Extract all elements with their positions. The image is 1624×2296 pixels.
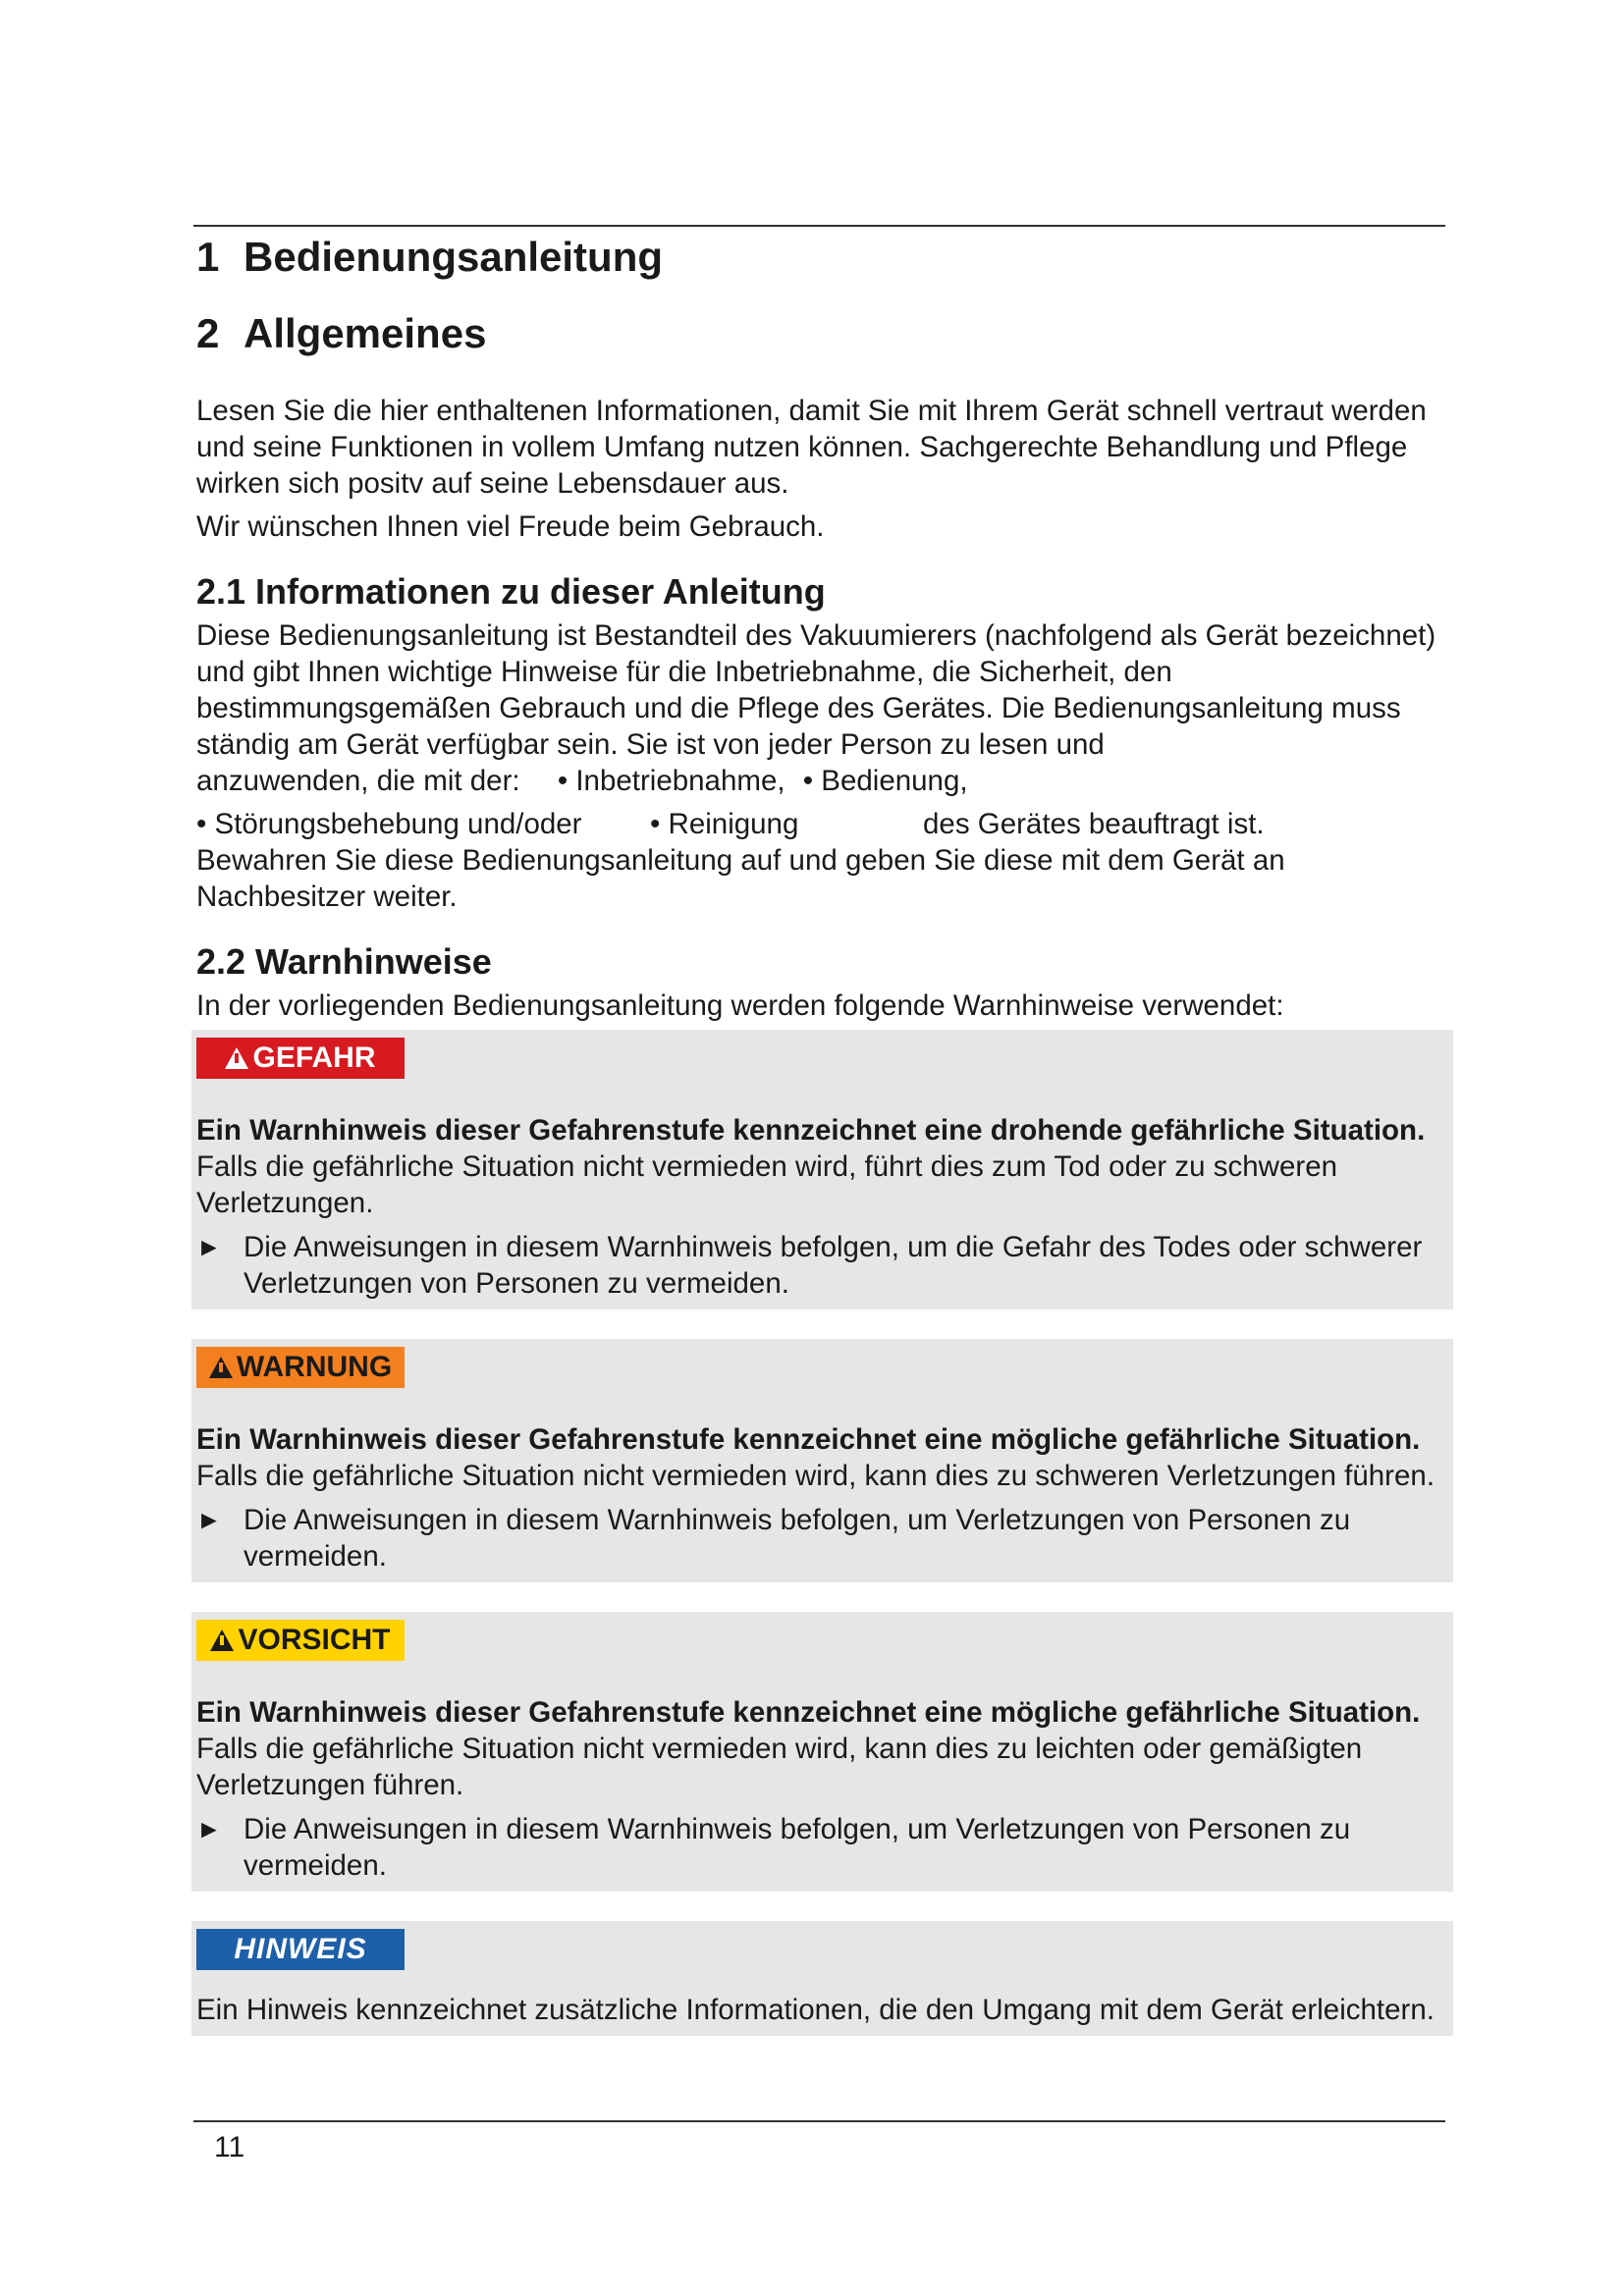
note-description: Ein Hinweis kennzeichnet zusätzliche Informationen, die den Umgang mit dem Gerät erleichtern. — [196, 1994, 1435, 2026]
note-badge: HINWEIS — [196, 1929, 405, 1970]
bullet-reinigung: • Reinigung — [650, 808, 799, 840]
caution-action: ► Die Anweisungen in diesem Warnhinweis befolgen, um Verletzungen von Personen zu vermeiden. — [196, 1813, 1351, 1882]
note-box — [191, 1921, 1453, 2036]
warning-badge: WARNUNG — [196, 1347, 405, 1388]
warning-box-warning — [191, 1339, 1453, 1582]
info-keep-paragraph: Bewahren Sie diese Bedienungsanleitung auf und geben Sie diese mit dem Gerät an Nachbesitzer weiter. — [196, 844, 1285, 913]
warnings-intro: In der vorliegenden Bedienungsanleitung werden folgende Warnhinweise verwendet: — [196, 989, 1284, 1022]
bullet-stoerungsbehebung: • Störungsbehebung und/oder — [196, 808, 582, 840]
danger-badge: GEFAHR — [196, 1038, 405, 1079]
action-arrow-icon: ► — [196, 1232, 222, 1261]
subsection-heading-warnhinweise: 2.2 Warnhinweise — [196, 941, 492, 982]
warning-box-danger — [191, 1030, 1453, 1309]
intro-paragraph: Lesen Sie die hier enthaltenen Informationen, damit Sie mit Ihrem Gerät schnell vertraut werden und seine Funktionen in vollem Umfang nutzen können. Sachgerechte Behandlung und Pflege wirken sich positv auf seine Lebensdauer aus. — [196, 395, 1427, 500]
warning-action: ► Die Anweisungen in diesem Warnhinweis befolgen, um Verletzungen von Personen zu vermeiden. — [196, 1504, 1351, 1573]
header-rule — [193, 225, 1445, 227]
page-content — [196, 228, 1443, 2036]
action-arrow-icon: ► — [196, 1505, 222, 1534]
warning-triangle-icon — [225, 1047, 248, 1069]
footer-rule — [193, 2120, 1445, 2122]
info-bullet-line-2: • Störungsbehebung und/oder • Reinigung des Gerätes beauftragt ist. — [196, 808, 1265, 840]
bullet-bedienung: • Bedienung, — [802, 765, 968, 797]
danger-action: ► Die Anweisungen in diesem Warnhinweis befolgen, um die Gefahr des Todes oder schwerer Verletzungen von Personen zu vermeiden. — [196, 1231, 1423, 1300]
warning-box-caution — [191, 1612, 1453, 1892]
caution-badge: VORSICHT — [196, 1620, 405, 1661]
page-number: 11 — [214, 2131, 245, 2163]
warning-triangle-icon — [209, 1357, 233, 1378]
info-bullet-line-1: anzuwenden, die mit der: • Inbetriebnahme, • Bedienung, — [196, 765, 968, 797]
section-heading-allgemeines: 2 Allgemeines — [196, 310, 487, 356]
subsection-heading-informationen: 2.1 Informationen zu dieser Anleitung — [196, 571, 826, 612]
bullet-inbetriebnahme: • Inbetriebnahme, — [557, 765, 785, 797]
action-arrow-icon: ► — [196, 1814, 222, 1843]
info-paragraph: Diese Bedienungsanleitung ist Bestandteil des Vakuumierers (nachfolgend als Gerät bezeichnet) und gibt Ihnen wichtige Hinweise für die Inbetriebnahme, die Sicherheit, den bestimmungsgemäßen Gebrauch und die Pflege des Gerätes. Die Bedienungsanleitung muss ständig am Gerät verfügbar sein. Sie ist von jeder Person zu lesen und — [196, 619, 1436, 761]
warning-triangle-icon — [210, 1629, 234, 1651]
caution-description: Ein Warnhinweis dieser Gefahrenstufe kennzeichnet eine mögliche gefährliche Situation. Falls die gefährliche Situation nicht vermieden wird, kann dies zu leichten oder gemäßigten Verletzungen führen. — [196, 1696, 1421, 1801]
warning-description: Ein Warnhinweis dieser Gefahrenstufe kennzeichnet eine mögliche gefährliche Situation. Falls die gefährliche Situation nicht vermieden wird, kann dies zu schweren Verletzungen führen. — [196, 1423, 1435, 1492]
intro-wish: Wir wünschen Ihnen viel Freude beim Gebrauch. — [196, 510, 825, 543]
danger-description: Ein Warnhinweis dieser Gefahrenstufe kennzeichnet eine drohende gefährliche Situation. Falls die gefährliche Situation nicht vermieden wird, führt dies zum Tod oder zu schweren Verletzungen. — [196, 1114, 1426, 1219]
chapter-heading: 1 Bedienungsanleitung — [196, 234, 664, 280]
